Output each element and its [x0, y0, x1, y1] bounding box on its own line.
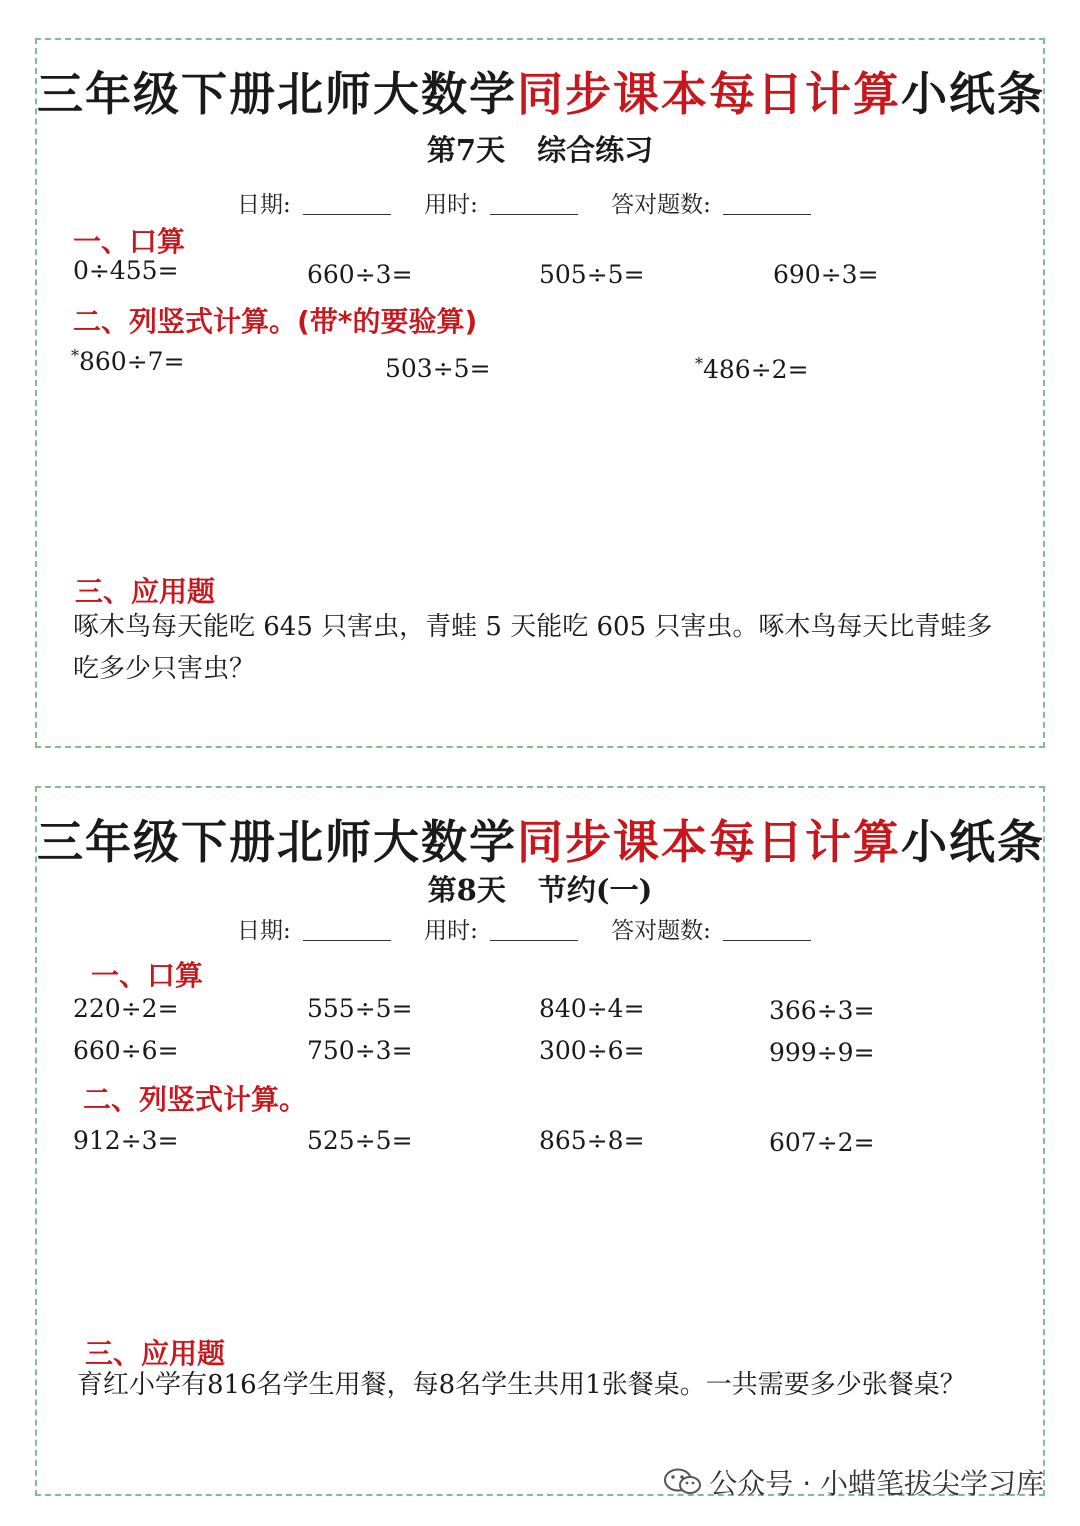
word-problem-text: 育红小学有816名学生用餐，每8名学生共用1张餐桌。一共需要多少张餐桌？	[77, 1370, 966, 1400]
worksheet-title	[37, 58, 1043, 124]
oral-problem: 750÷3=	[307, 1036, 413, 1065]
title-highlight: 同步课本每日计算	[517, 67, 901, 121]
oral-problem: 660÷6=	[73, 1036, 179, 1065]
section-vertical: 二、列竖式计算。	[83, 1083, 308, 1116]
title-suffix: 小纸条	[901, 67, 1045, 121]
check-star: *	[71, 346, 79, 365]
check-star: *	[695, 354, 703, 373]
oral-problem: 366÷3=	[769, 996, 875, 1025]
correct-count-label: 答对题数:	[611, 918, 711, 944]
oral-problem: 555÷5=	[307, 994, 413, 1023]
time-blank[interactable]	[490, 940, 578, 941]
oral-problem: 505÷5=	[539, 260, 645, 289]
wechat-icon	[663, 1467, 703, 1497]
worksheet-subtitle	[37, 128, 1043, 169]
oral-problem: 999÷9=	[769, 1038, 875, 1067]
watermark-text: 公众号 · 小蜡笔拔尖学习库	[709, 1467, 1044, 1500]
section-oral: 一、口算	[91, 959, 204, 992]
day-label: 第8天	[427, 873, 506, 907]
section-vertical: 二、列竖式计算。(带*的要验算)	[73, 305, 478, 338]
oral-problem: 660÷3=	[307, 260, 413, 289]
date-blank[interactable]	[303, 940, 391, 941]
meta-row	[237, 186, 811, 219]
correct-count-blank[interactable]	[723, 214, 811, 215]
title-suffix: 小纸条	[901, 815, 1045, 869]
correct-count-label: 答对题数:	[611, 192, 711, 218]
worksheet-day7	[35, 38, 1045, 748]
section-oral: 一、口算	[73, 225, 186, 258]
vertical-problem: 865÷8=	[539, 1126, 645, 1155]
section-word-problem: 三、应用题	[75, 575, 216, 608]
day-label: 第7天	[426, 133, 506, 167]
time-label: 用时:	[424, 918, 478, 944]
date-label: 日期:	[237, 192, 291, 218]
vertical-problem: 607÷2=	[769, 1128, 875, 1157]
vertical-problem	[695, 354, 809, 384]
oral-problem: 840÷4=	[539, 994, 645, 1023]
correct-count-blank[interactable]	[723, 940, 811, 941]
vertical-problem: 525÷5=	[307, 1126, 413, 1155]
oral-problem: 220÷2=	[73, 994, 179, 1023]
worksheet-title	[37, 806, 1043, 872]
time-blank[interactable]	[490, 214, 578, 215]
topic-label: 综合练习	[537, 133, 654, 167]
vertical-problem-text: 486÷2=	[703, 355, 809, 384]
title-prefix: 三年级下册北师大数学	[37, 815, 517, 869]
vertical-problem: 503÷5=	[385, 354, 491, 383]
vertical-problem	[71, 346, 185, 376]
date-blank[interactable]	[303, 214, 391, 215]
oral-problem: 0÷455=	[73, 256, 179, 285]
topic-label: 节约(一)	[537, 873, 653, 907]
vertical-problem-text: 860÷7=	[79, 347, 185, 376]
meta-row	[237, 912, 811, 945]
oral-problem: 300÷6=	[539, 1036, 645, 1065]
worksheet-day8	[35, 786, 1045, 1496]
date-label: 日期:	[237, 918, 291, 944]
vertical-problem: 912÷3=	[73, 1126, 179, 1155]
watermark	[663, 1462, 1044, 1502]
time-label: 用时:	[424, 192, 478, 218]
worksheet-subtitle	[37, 868, 1043, 909]
title-prefix: 三年级下册北师大数学	[37, 67, 517, 121]
title-highlight: 同步课本每日计算	[517, 815, 901, 869]
section-word-problem: 三、应用题	[85, 1337, 226, 1370]
oral-problem: 690÷3=	[773, 260, 879, 289]
word-problem-text: 啄木鸟每天能吃 645 只害虫，青蛙 5 天能吃 605 只害虫。啄木鸟每天比青蛙多吃多少只害虫？	[73, 612, 993, 684]
